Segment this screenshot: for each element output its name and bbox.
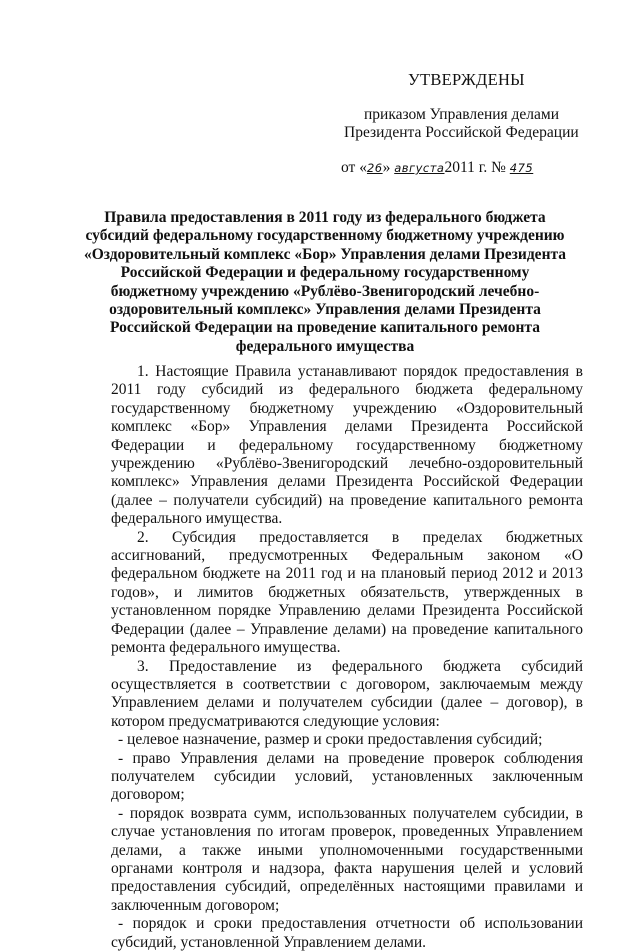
order-date-line	[341, 159, 533, 177]
approval-heading: УТВЕРЖДЕНЫ	[408, 70, 525, 89]
order-reference-line-1: приказом Управления делами	[364, 106, 560, 123]
date-year: 2011 г. №	[444, 159, 510, 176]
date-mid: »	[382, 159, 395, 176]
paragraph-2: 2. Субсидия предоставляется в пределах бюджетных ассигнований, предусмотренных Федеральным законом «О федеральном бюджете на 2011 год и на плановый период 2012 и 2013 годов», и лимитов бюджетных обязательств, утвержденных в установленном порядке Управлению делами Президента Российской Федерации (далее – Управление делами) на проведение капитального ремонта федерального имущества.	[111, 528, 583, 657]
date-prefix: от «	[341, 159, 367, 176]
date-month: августа	[394, 161, 445, 175]
document-title: Правила предоставления в 2011 году из федерального бюджета субсидий федеральному государственному бюджетному учреждению «Оздоровительный комплекс «Бор» Управления делами Президента Российской Федерации и федеральному государственному бюджетному учреждению «Рублёво-Звенигородский лечебно-оздоровительный комплекс» Управления делами Президента Российской Федерации на проведение капитального ремонта федерального имущества	[83, 209, 567, 355]
order-number: 475	[509, 161, 534, 175]
bullet-item: - порядок и сроки предоставления отчетности об использовании субсидий, установленной Управлением делами.	[111, 915, 583, 951]
order-reference-line-2: Президента Российской Федерации	[344, 124, 579, 141]
bullet-item: - целевое назначение, размер и сроки предоставления субсидий;	[118, 731, 543, 749]
bullet-item: - право Управления делами на проведение проверок соблюдения получателем субсидии условий, установленных заключенным договором;	[111, 749, 583, 804]
paragraph-1: 1. Настоящие Правила устанавливают порядок предоставления в 2011 году субсидий из федерального бюджета федеральному государственному бюджетному учреждению «Оздоровительный комплекс «Бор» Управления делами Президента Российской Федерации и федеральному государственному бюджетному учреждению «Рублёво-Звенигородский лечебно-оздоровительный комплекс» Управления делами Президента Российской Федерации (далее – получатели субсидий) на проведение капитального ремонта федерального имущества.	[111, 363, 583, 528]
date-day: 26	[366, 161, 383, 175]
paragraph-3: 3. Предоставление из федерального бюджета субсидий осуществляется в соответствии с договором, заключаемым между Управлением делами и получателем субсидии (далее – договор), в котором предусматриваются следующие условия:	[111, 657, 583, 730]
bullet-item: - порядок возврата сумм, использованных получателем субсидии, в случае установления по итогам проверок, проведенных Управлением делами, а также иными уполномоченными государственными органами контроля и надзора, факта нарушения целей и условий предоставления субсидий, определённых настоящими правилами и заключенным договором;	[111, 804, 583, 914]
document-body	[111, 363, 583, 952]
